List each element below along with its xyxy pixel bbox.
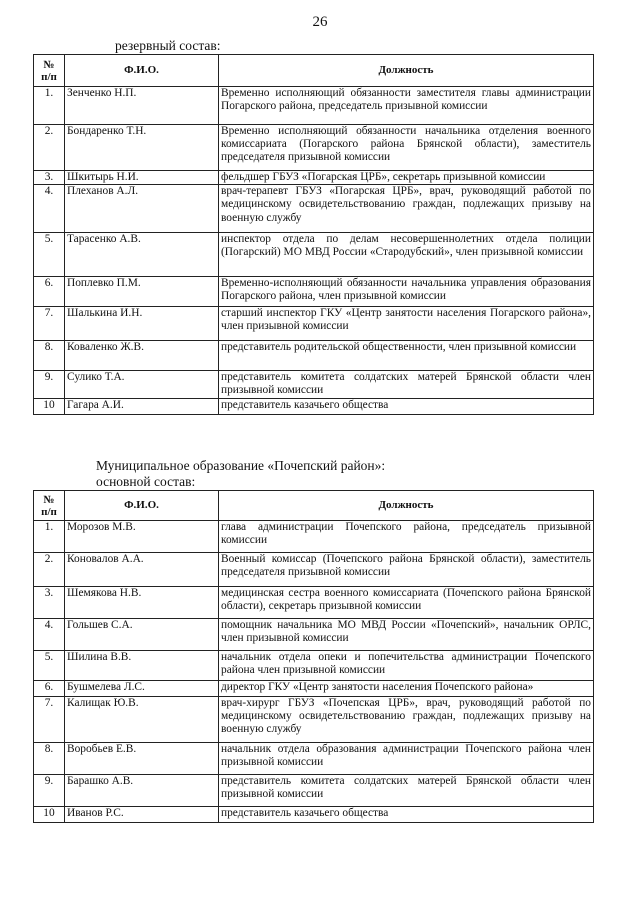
member-name: Шилина В.В. [65,651,219,681]
member-name: Шалькина И.Н. [65,307,219,341]
member-position: представитель казачьего общества [219,399,594,415]
row-number: 9. [34,775,65,807]
row-number: 2. [34,553,65,587]
main-roster-table [33,490,594,823]
member-position: медицинская сестра военного комиссариата (Почепского района Брянской области), секретарь призывной комиссии [219,587,594,619]
page-number: 26 [312,14,328,30]
header-number: № п/п [34,491,65,521]
member-position: старший инспектор ГКУ «Центр занятости населения Погарского района», член призывной комиссии [219,307,594,341]
reserve-caption: резервный состав: [115,38,221,53]
member-name: Плеханов А.Л. [65,185,219,233]
row-number: 1. [34,521,65,553]
row-number: 7. [34,307,65,341]
member-name: Барашко А.В. [65,775,219,807]
table-header-row [34,491,594,521]
table-row [34,587,594,619]
header-name: Ф.И.О. [65,491,219,521]
member-name: Бушмелева Л.С. [65,681,219,697]
row-number: 8. [34,341,65,371]
row-number: 10 [34,399,65,415]
table-row [34,807,594,823]
member-name: Воробьев Е.В. [65,743,219,775]
table-row [34,619,594,651]
header-number: № п/п [34,55,65,87]
table-row [34,125,594,171]
table-row [34,171,594,185]
row-number: 4. [34,185,65,233]
member-name: Коновалов А.А. [65,553,219,587]
table-row [34,307,594,341]
member-position: начальник отдела опеки и попечительства администрации Почепского района член призывной комиссии [219,651,594,681]
member-position: фельдшер ГБУЗ «Погарская ЦРБ», секретарь призывной комиссии [219,171,594,185]
member-name: Иванов Р.С. [65,807,219,823]
member-position: Временно исполняющий обязанности заместителя главы администрации Погарского района, председатель призывной комиссии [219,87,594,125]
table-header-row [34,55,594,87]
row-number: 8. [34,743,65,775]
member-position: инспектор отдела по делам несовершеннолетних отдела полиции (Погарский) МО МВД России «Стародубский», член призывной комиссии [219,233,594,277]
row-number: 1. [34,87,65,125]
row-number: 5. [34,651,65,681]
table-row [34,743,594,775]
member-name: Гагара А.И. [65,399,219,415]
table-row [34,775,594,807]
table-row [34,521,594,553]
member-position: начальник отдела образования администрации Почепского района член призывной комиссии [219,743,594,775]
member-name: Бондаренко Т.Н. [65,125,219,171]
row-number: 3. [34,587,65,619]
member-name: Калищак Ю.В. [65,697,219,743]
member-position: врач-терапевт ГБУЗ «Погарская ЦРБ», врач, руководящий работой по медицинскому освидетельствованию граждан, подлежащих призыву на военную службу [219,185,594,233]
member-name: Морозов М.В. [65,521,219,553]
member-name: Поплевко П.М. [65,277,219,307]
header-position: Должность [219,491,594,521]
row-number: 6. [34,681,65,697]
row-number: 5. [34,233,65,277]
member-position: Временно-исполняющий обязанности начальника управления образования Погарского района, член призывной комиссии [219,277,594,307]
member-name: Зенченко Н.П. [65,87,219,125]
member-position: представитель казачьего общества [219,807,594,823]
table-row [34,371,594,399]
member-position: Временно исполняющий обязанности начальника отделения военного комиссариата (Погарского района Брянской области), заместитель председателя призывной комиссии [219,125,594,171]
member-name: Коваленко Ж.В. [65,341,219,371]
member-position: помощник начальника МО МВД России «Почепский», начальник ОРЛС, член призывной комиссии [219,619,594,651]
member-name: Гольшев С.А. [65,619,219,651]
header-name: Ф.И.О. [65,55,219,87]
member-position: представитель комитета солдатских матерей Брянской области член призывной комиссии [219,775,594,807]
member-name: Шкитырь Н.И. [65,171,219,185]
table-row [34,651,594,681]
table-row [34,681,594,697]
member-name: Шемякова Н.В. [65,587,219,619]
member-position: представитель родительской общественности, член призывной комиссии [219,341,594,371]
row-number: 2. [34,125,65,171]
member-position: Военный комиссар (Почепского района Брянской области), заместитель председателя призывной комиссии [219,553,594,587]
table-row [34,553,594,587]
row-number: 10 [34,807,65,823]
row-number: 6. [34,277,65,307]
reserve-roster-table [33,54,594,415]
member-name: Тарасенко А.В. [65,233,219,277]
municipality-title: Муниципальное образование «Почепский район»: [96,458,386,473]
table-row [34,277,594,307]
member-position: врач-хирург ГБУЗ «Почепская ЦРБ», врач, руководящий работой по медицинскому освидетельствованию граждан, подлежащих призыву на военную службу [219,697,594,743]
member-name: Сулико Т.А. [65,371,219,399]
row-number: 3. [34,171,65,185]
member-position: директор ГКУ «Центр занятости населения Почепского района» [219,681,594,697]
table-row [34,697,594,743]
table-row [34,87,594,125]
row-number: 9. [34,371,65,399]
row-number: 7. [34,697,65,743]
table-row [34,233,594,277]
table-row [34,341,594,371]
member-position: глава администрации Почепского района, председатель призывной комиссии [219,521,594,553]
member-position: представитель комитета солдатских матерей Брянской области член призывной комиссии [219,371,594,399]
main-caption: основной состав: [96,474,196,489]
table-row [34,185,594,233]
header-position: Должность [219,55,594,87]
table-row [34,399,594,415]
row-number: 4. [34,619,65,651]
